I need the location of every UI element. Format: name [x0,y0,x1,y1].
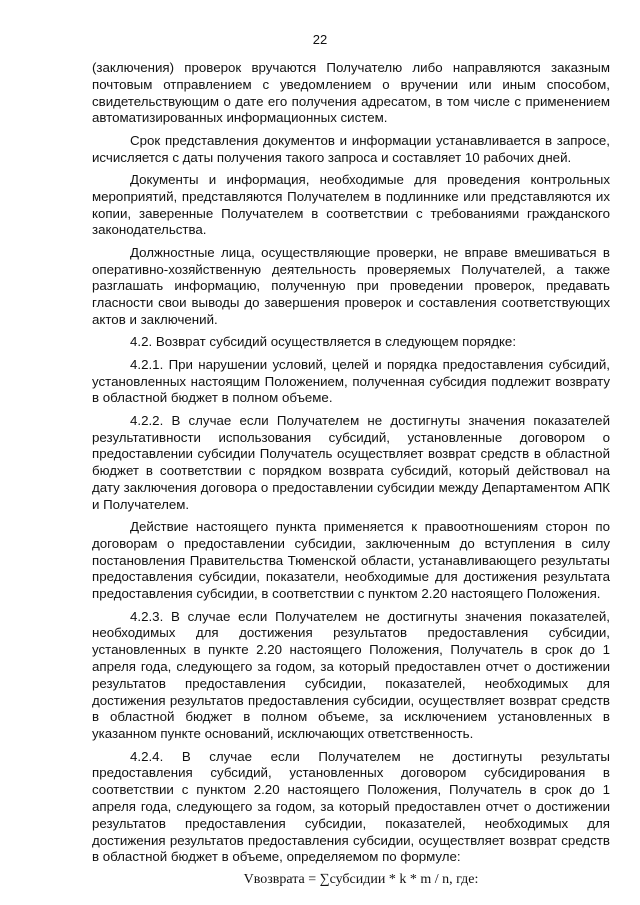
refund-formula: Vвозврата = ∑субсидии * k * m / n, где: [243,871,479,887]
page-number: 22 [312,32,328,47]
paragraph-4-2-3: 4.2.3. В случае если Получателем не достигнуты значения показателей, необходимых для достижения результатов предоставления субсидии, установленных в пункте 2.20 настоящего Положения, Получатель в срок до 1 апреля года, следующего за годом, за который предоставлен отчет о достижении результатов предоставления субсидии, показателей, необходимых для достижения результатов предоставления субсидии, осуществляет возврат средств в областной бюджет в полном объеме, за исключением установленных в указанном пункте оснований, исключающих ответственность. [92,608,610,742]
paragraph-2: Срок представления документов и информации устанавливается в запросе, исчисляется с даты получения такого запроса и составляет 10 рабочих дней. [92,132,610,165]
paragraph-4-2-2-scope: Действие настоящего пункта применяется к правоотношениям сторон по договорам о предоставлении субсидии, заключенным до вступления в силу постановления Правительства Тюменской области, устанавливающего результаты предоставления субсидии, показатели, необходимые для достижения результата предоставления субсидии, в соответствии с пунктом 2.20 настоящего Положения. [92,519,610,602]
paragraph-4-2-4: 4.2.4. В случае если Получателем не достигнуты результаты предоставления субсидий, установленных договором субсидирования в соответствии с пунктом 2.20 настоящего Положения, Получатель в срок до 1 апреля года, следующего за годом, за который предоставлен отчет о достижении результатов предоставления субсидии, показателей, необходимых для достижения результатов предоставления субсидии, осуществляет возврат средств в областной бюджет в объеме, определяемом по формуле: [92,748,610,865]
paragraph-1: (заключения) проверок вручаются Получателю либо направляются заказным почтовым отправлением с уведомлением о вручении или иным способом, свидетельствующим о дате его получения адресатом, в том числе с применением автоматизированных информационных систем. [92,60,610,126]
paragraph-4: Должностные лица, осуществляющие проверки, не вправе вмешиваться в оперативно-хозяйственную деятельность проверяемых Получателей, а также разглашать информацию, полученную при проведении проверок, предавать гласности свои выводы до завершения проверок и составления соответствующих актов и заключений. [92,244,610,327]
paragraph-4-2-1: 4.2.1. При нарушении условий, целей и порядка предоставления субсидий, установленных настоящим Положением, полученная субсидия подлежит возврату в областной бюджет в полном объеме. [92,356,610,406]
paragraph-3: Документы и информация, необходимые для проведения контрольных мероприятий, представляются Получателем в подлиннике или представляются их копии, заверенные Получателем в соответствии с требованиями гражданского законодательства. [92,171,610,238]
paragraph-4-2: 4.2. Возврат субсидий осуществляется в следующем порядке: [130,334,517,350]
document-body [92,60,610,889]
paragraph-4-2-2: 4.2.2. В случае если Получателем не достигнуты значения показателей результативности использования субсидий, установленные договором о предоставлении субсидии Получатель осуществляет возврат средств в областной бюджет в соответствии с порядком возврата субсидий, который действовал на дату заключения договора о предоставлении субсидии между Департаментом АПК и Получателем. [92,412,610,512]
